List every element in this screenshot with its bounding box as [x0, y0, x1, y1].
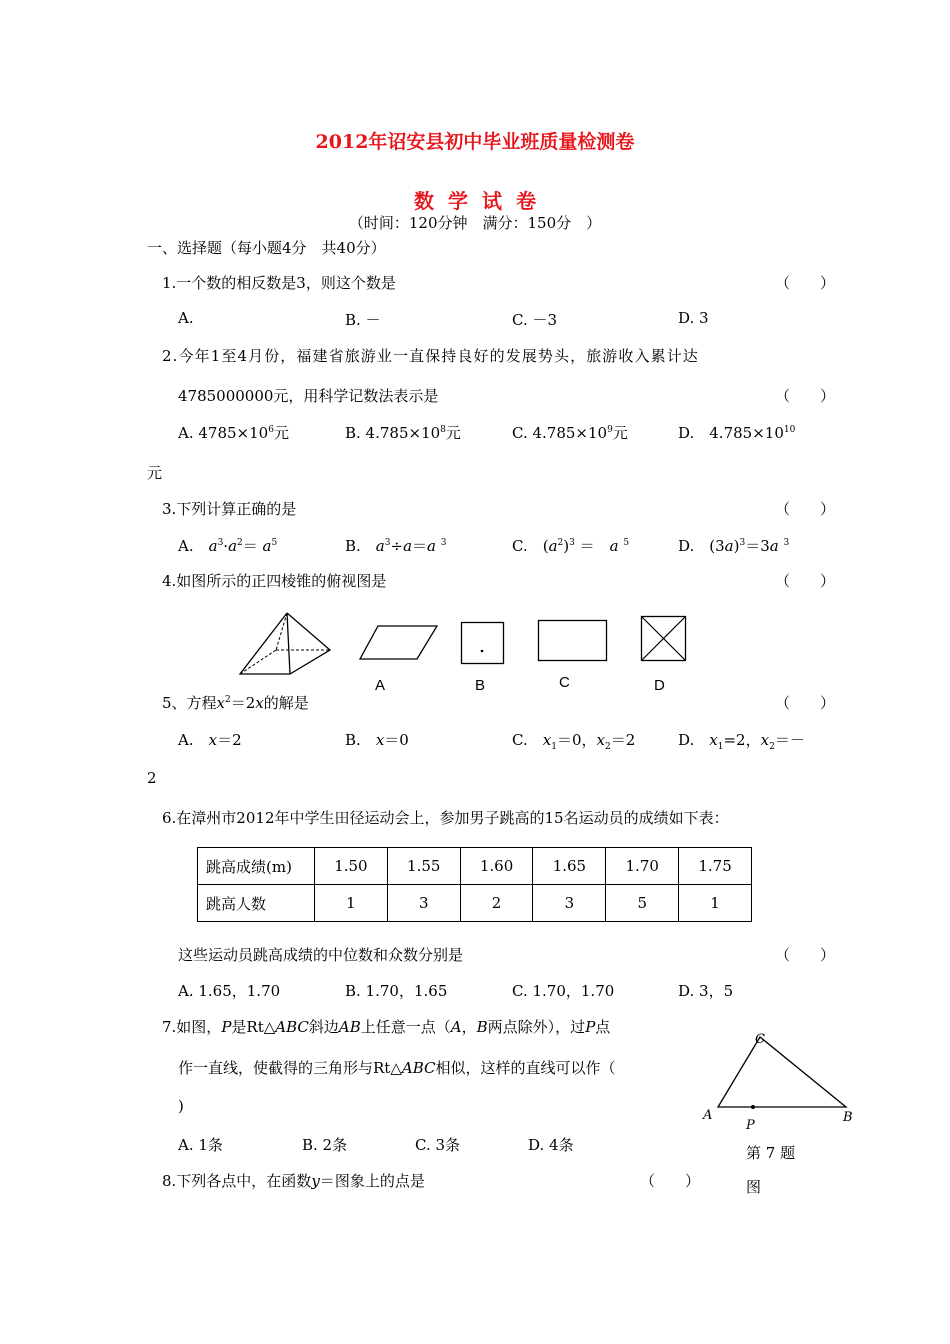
- q5-option-a: A. x＝2: [178, 731, 242, 749]
- figure-label-d: D: [654, 677, 665, 694]
- question-7-line3: ): [178, 1097, 184, 1115]
- question-8-text: 8.下列各点中，在函数y＝图象上的点是: [162, 1172, 425, 1190]
- option-b-square-dot: [460, 621, 506, 667]
- q3-option-a: A. $a^3\cdot a^2= a^5$: [178, 537, 278, 555]
- question-6-text: 6.在漳州市2012年中学生田径运动会上，参加男子跳高的15名运动员的成绩如下表：: [162, 809, 729, 827]
- option-d-square-cross: [640, 615, 688, 663]
- q3-option-d: D. $(3a)^3=3a$ $^3$: [678, 537, 790, 555]
- question-7-line1: 7.如图，P是Rt△ABC斜边AB上任意一点（A，B两点除外），过P点: [162, 1018, 611, 1036]
- question-4-text: 4.如图所示的正四棱锥的俯视图是: [162, 572, 387, 590]
- table-cell: 1: [315, 885, 388, 922]
- q2-option-d-wrap: 元: [147, 464, 163, 482]
- q3-option-c: C. $(a^2)^3$ ＝ a $^5$: [512, 537, 630, 555]
- table-header-heights: 跳高成绩(m): [198, 848, 315, 885]
- q1-option-c: C. －3: [512, 311, 558, 329]
- answer-paren-2: （ ）: [775, 387, 836, 405]
- triangle-label-b: B: [843, 1110, 853, 1125]
- exam-info: （时间：120分钟 满分：150分 ）: [348, 214, 602, 232]
- figure-label-b: B: [475, 677, 486, 694]
- answer-paren-3: （ ）: [775, 500, 836, 518]
- triangle-label-p: P: [746, 1118, 755, 1133]
- q5-option-b: B. x＝0: [345, 731, 409, 749]
- q5-option-c: C. $x_1=0$，$x_2=2$: [512, 731, 636, 752]
- pyramid-figure: [230, 608, 340, 680]
- q6-option-b: B. 1.70，1.65: [345, 982, 448, 1000]
- table-cell: 1.70: [606, 848, 679, 885]
- q2-option-a: A. $4785\times 10^6$元: [178, 424, 289, 442]
- q1-option-a: A.: [178, 309, 194, 327]
- q7-option-b: B. 2条: [302, 1136, 348, 1154]
- q2-option-b: B. $4.785\times 10^8$元: [345, 424, 461, 442]
- question-5-text: 5、方程$x^2=2x$的解是: [162, 694, 309, 712]
- question-1-text: 1.一个数的相反数是3，则这个数是: [162, 274, 396, 292]
- question-6-question: 这些运动员跳高成绩的中位数和众数分别是: [178, 946, 464, 964]
- triangle-label-a: A: [703, 1108, 713, 1123]
- answer-paren-1: （ ）: [775, 274, 836, 292]
- q7-option-a: A. 1条: [178, 1136, 223, 1154]
- table-cell: 1.55: [387, 848, 460, 885]
- question-2-line1: 2.今年1至4月份，福建省旅游业一直保持良好的发展势头，旅游收入累计达: [162, 347, 699, 365]
- q3-option-b: B. $a^3\div a=a$ $^3$: [345, 537, 447, 555]
- section-heading: 一、选择题（每小题4分 共40分）: [147, 239, 386, 257]
- figure-caption: 第 7 题: [746, 1144, 796, 1162]
- table-cell: 1.60: [460, 848, 533, 885]
- figure-caption-wrap: 图: [746, 1178, 762, 1196]
- table-cell: 3: [387, 885, 460, 922]
- question-7-line2: 作一直线，使截得的三角形与Rt△ABC相似，这样的直线可以作（: [178, 1059, 616, 1077]
- triangle-label-c: C: [755, 1032, 765, 1047]
- q5-option-d: D. $x_1=2$，$x_2=-$: [678, 731, 805, 752]
- answer-paren-5: （ ）: [775, 694, 836, 712]
- figure-label-a: A: [375, 677, 386, 694]
- triangle-figure: [700, 1025, 860, 1135]
- option-c-rectangle: [537, 619, 609, 663]
- subject-title: 数学试卷: [414, 189, 550, 213]
- table-cell: 1.65: [533, 848, 606, 885]
- high-jump-table: [197, 847, 752, 922]
- table-row: [198, 885, 752, 922]
- table-cell: 1: [679, 885, 752, 922]
- q6-option-d: D. 3，5: [678, 982, 734, 1000]
- table-cell: 3: [533, 885, 606, 922]
- option-a-parallelogram: [358, 624, 440, 662]
- answer-paren-8: （ ）: [640, 1172, 701, 1190]
- q7-option-c: C. 3条: [415, 1136, 461, 1154]
- q2-option-d: D. $4.785\times 10^{10}$: [678, 424, 796, 442]
- table-cell: 2: [460, 885, 533, 922]
- q6-option-c: C. 1.70，1.70: [512, 982, 615, 1000]
- figure-label-c: C: [559, 674, 570, 691]
- table-cell: 1.50: [315, 848, 388, 885]
- q2-option-c: C. $4.785\times 10^9$元: [512, 424, 628, 442]
- q7-option-d: D. 4条: [528, 1136, 574, 1154]
- q1-option-d: D. 3: [678, 309, 709, 327]
- table-cell: 1.75: [679, 848, 752, 885]
- page-title: 2012年诏安县初中毕业班质量检测卷: [315, 131, 635, 153]
- q6-option-a: A. 1.65，1.70: [178, 982, 281, 1000]
- q5-option-d-wrap: 2: [147, 769, 157, 787]
- question-2-line2: 4785000000元，用科学记数法表示是: [178, 387, 439, 405]
- q1-option-b: B. －: [345, 311, 381, 329]
- answer-paren-6: （ ）: [775, 946, 836, 964]
- table-header-counts: 跳高人数: [198, 885, 315, 922]
- table-cell: 5: [606, 885, 679, 922]
- table-row: [198, 848, 752, 885]
- answer-paren-4: （ ）: [775, 572, 836, 590]
- question-3-text: 3.下列计算正确的是: [162, 500, 297, 518]
